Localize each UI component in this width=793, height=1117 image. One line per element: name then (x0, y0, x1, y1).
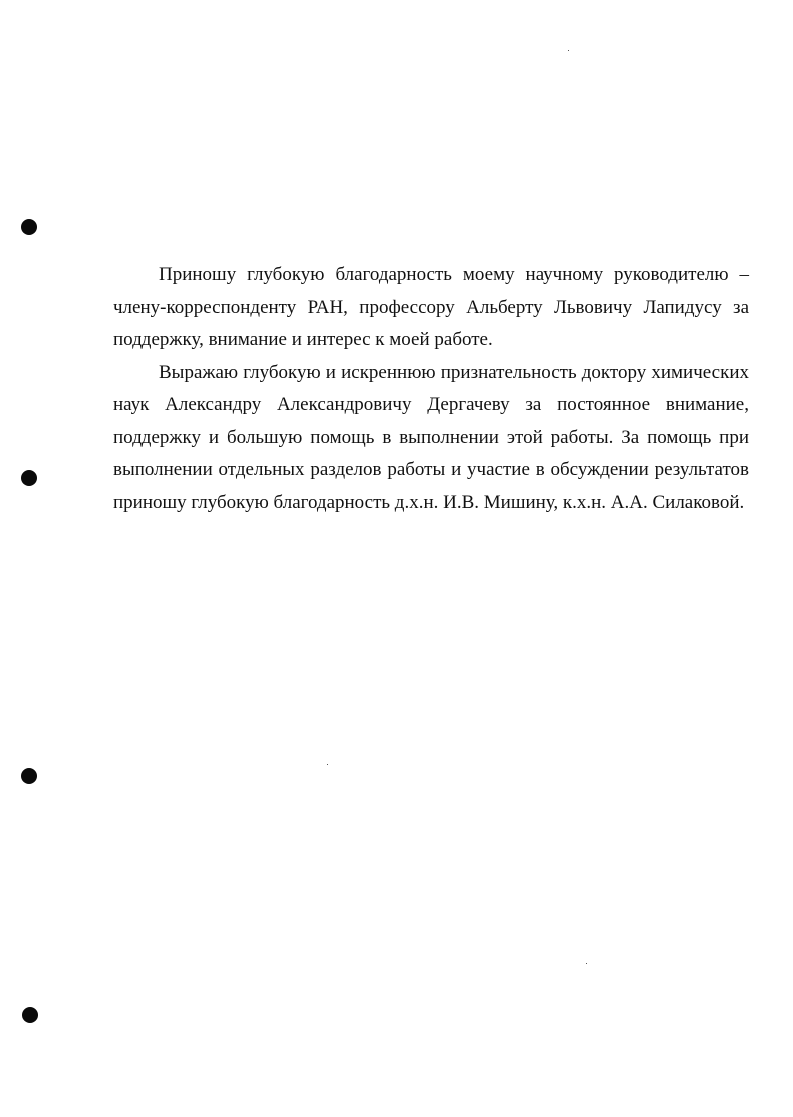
binder-hole-mark (21, 768, 37, 784)
acknowledgement-paragraph-1: Приношу глубокую благодарность моему научному руководителю – члену-корреспонденту РАН, профессору Альберту Львовичу Лапидусу за поддержку, внимание и интерес к моей работе. (113, 264, 749, 350)
acknowledgements-text (113, 259, 749, 519)
acknowledgement-paragraph-2: Выражаю глубокую и искреннюю признательность доктору химических наук Александру Александровичу Дергачеву за постоянное внимание, поддержку и большую помощь в выполнении этой работы. За помощь при выполнении отдельных разделов работы и участие в обсуждении результатов приношу глубокую благодарность д.х.н. И.В. Мишину, к.х.н. А.А. Силаковой. (113, 361, 749, 513)
scan-speck (568, 50, 569, 51)
binder-hole-mark (21, 219, 37, 235)
scan-speck (327, 764, 328, 765)
binder-hole-mark (21, 470, 37, 486)
scan-speck (586, 963, 587, 964)
binder-hole-mark (22, 1007, 38, 1023)
